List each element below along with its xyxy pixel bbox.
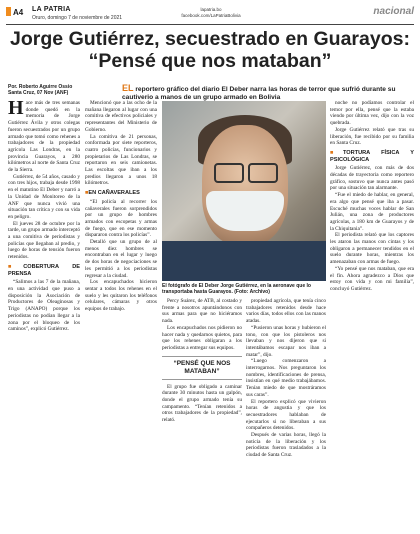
paragraph: La comitiva de 21 personas, conformada por siete reporteros, cuatro policías, funcionarios y propietarios de Las Londras, se reportaron en seis camionetas. Las escoltas que iban a los predios llegaron a unos 18 kilómetros.: [85, 133, 157, 187]
paragraph: propiedad agrícola, que tenía cinco trabajadores retenidos desde hace varios días, todos ellos con las manos atadas.: [246, 298, 326, 325]
subheading: ■ TORTURA FÍSICA Y PSICOLÓGICA: [330, 150, 414, 163]
lead-text: reportero gráfico del diario El Deber narra las horas de terror que sufrió durante su cautiverio a manos de un grupo armado en Bolivia: [122, 86, 396, 102]
paragraph: El reportero explicó que vivieron horas de angustia y que los secuestradores hablaban de ejecutarlos si no liberaban a sus compañeros detenidos.: [246, 398, 326, 432]
paragraph: Mencionó que a las ocho de la mañana llegaron al lugar con una comitiva de efectivos policiales y representantes del Ministerio de Gobierno.: [85, 100, 157, 133]
paragraph: “Luego comenzaron a interrogarnos. Nos preguntaron los nombres, identificaciones de prensa, insistían en qué medio trabajábamos. Tenían miedo de que mostráramos sus caras”.: [246, 358, 326, 398]
page-header: [6, 6, 414, 25]
paragraph: Los encapuchados hicieron sentar a todos los rehenes en el suelo y les quitaron los teléfonos celulares, cámaras y otros equipos de trabajo.: [85, 279, 157, 313]
article-byline: Por. Roberto Aguirre Ossio Santa Cruz, 07 Nov (ANF): [8, 84, 73, 96]
paragraph: Detalló que un grupo de al menos diez hombres se encontraban en el lugar y luego de dos horas de negociaciones se les permitió a los periodistas regresar a la ciudad.: [85, 239, 157, 279]
photo-subject-shirt: [162, 241, 326, 281]
paragraph: Jorge Gutiérrez relató que tras su liberación, fue recibido por su familia en Santa Cruz.: [330, 126, 414, 147]
paragraph: Percy Suárez, de ATB, al costado y frente a nosotros apuntándonos con sus armas para que no hiciéramos nada.: [162, 298, 242, 325]
paragraph: “Yo pensé que nos mataban, que era el fin. Ahora agradezco a Dios que estoy con vida y con mi familia”, concluyó Gutiérrez.: [330, 265, 414, 292]
paragraph: Jorge Gutiérrez, con más de dos décadas de trayectoria como reportero gráfico, sostuvo que nunca antes pasó por una situación tan alarmante.: [330, 165, 414, 192]
facebook-link[interactable]: facebook.com/LaPatriaBolivia: [181, 13, 241, 18]
paragraph: Los encapuchados nos pidieron no hacer nada y quedarnos quietos, para que los rehenes obligaran a los periodistas a entregar sus equipos.: [162, 324, 242, 351]
paragraph: [8, 100, 80, 174]
photo-caption: El fotógrafo de El Deber Jorge Gutiérrez, en la aeronave que lo transportaba hasta Guarayos. (Foto: Archivo): [162, 283, 311, 296]
article-photo: [162, 101, 326, 281]
paragraph: “Pusieron unas horas y hubieron el tono, con que los pistoleros nos llevaban y nos dijeron que si intentábamos escapar nos iban a matar”, dijo.: [246, 324, 326, 358]
newspaper-name: LA PATRIA: [32, 6, 71, 13]
paragraph: Después de varias horas, llegó la noticia de la liberación y los periodistas fueron trasladados a la ciudad de Santa Cruz.: [246, 432, 326, 459]
page-number-text: A4: [13, 8, 24, 17]
lead-initial: EL: [122, 83, 134, 93]
paragraph: “Fue el miedo de hablar, en general, era algo que pensé que iba a pasar. Escuché muchas voces hablar de San Julián, una zona de productores agrícolas, a 180 km de Guarayos y de la Chiquitania”.: [330, 192, 414, 232]
section-marker: [6, 7, 11, 16]
article-column-1: [8, 100, 80, 530]
drop-cap: H: [8, 100, 24, 119]
header-links: [156, 7, 266, 19]
glasses-right-lens: [248, 163, 278, 183]
paragraph: El grupo fue obligado a caminar durante 30 minutos hasta un galpón, donde el grupo armado tenía su campamento. “Tenían retenidos a otros trabajadores de la propiedad”, relató.: [162, 383, 242, 424]
paragraph: “El policía al recorrer los cañaverales fueron sorprendidos por un grupo de hombres armados con escopetas y armas de fuego, que en ese momento dispararon contra los policías”.: [85, 198, 157, 239]
section-label: nacional: [373, 6, 414, 17]
subheading: ■ EN CAÑAVERALES: [85, 190, 157, 197]
paragraph-text: ace más de tres semanas donde quedó en la memoria de Jorge Gutiérrez Ávila y otros colegas fueron secuestrados por un grupo armado que tomó como rehenes a trabajadores de la propiedad agrícola Las Londras, en la provincia Guarayos, a 280 kilómetros al norte de Santa Cruz de la Sierra.: [8, 100, 80, 174]
article-column-4: [246, 298, 326, 530]
article-headline: Jorge Gutiérrez, secuestrado en Guarayos: “Pensé que nos mataban”: [10, 28, 410, 72]
article-column-5: [330, 100, 414, 530]
paragraph: Gutiérrez, de 54 años, casado y con tres hijos, trabaja desde 1998 en el matutino El Deber y narró a la Unidad de Monitoreo de la ANF que nunca vivió una situación tan crítica y con su vida en peligro.: [8, 173, 80, 220]
paragraph: noche no podíamos controlar el temor por ella, pensé que la estaba viendo por última vez, dijo con la voz quebrada.: [330, 100, 414, 127]
edition-date: Oruro, domingo 7 de noviembre de 2021: [32, 15, 123, 21]
website-link[interactable]: lapatria.bo: [200, 7, 222, 12]
paragraph: “Salimos a las 7 de la mañana, en una actividad que puso a disposición la Asociación de Productores de Oleaginosas y Trigo (ANAPO) porque los periodistas no podían llegar a la zona por el bloqueo de los caminos”, explicó Gutiérrez.: [8, 279, 80, 333]
paragraph: El periodista relató que los captores les ataron las manos con cintas y los obligaron a permanecer tendidos en el suelo durante horas, mientras los amenazaban con armas de fuego.: [330, 232, 414, 266]
article-column-3: [162, 298, 242, 530]
glasses-left-lens: [214, 163, 244, 183]
page-number: [6, 7, 23, 17]
article-column-2: [85, 100, 157, 530]
pull-quote: “PENSÉ QUE NOS MATABAN”: [162, 356, 242, 380]
subheading: ■ COBERTURA DE PRENSA: [8, 264, 80, 277]
paragraph: El jueves 28 de octubre por la tarde, un grupo armado interceptó a una comitiva de periodistas y policías que llegaban al predio, y luego de horas de tensión fueron retenidos.: [8, 220, 80, 261]
